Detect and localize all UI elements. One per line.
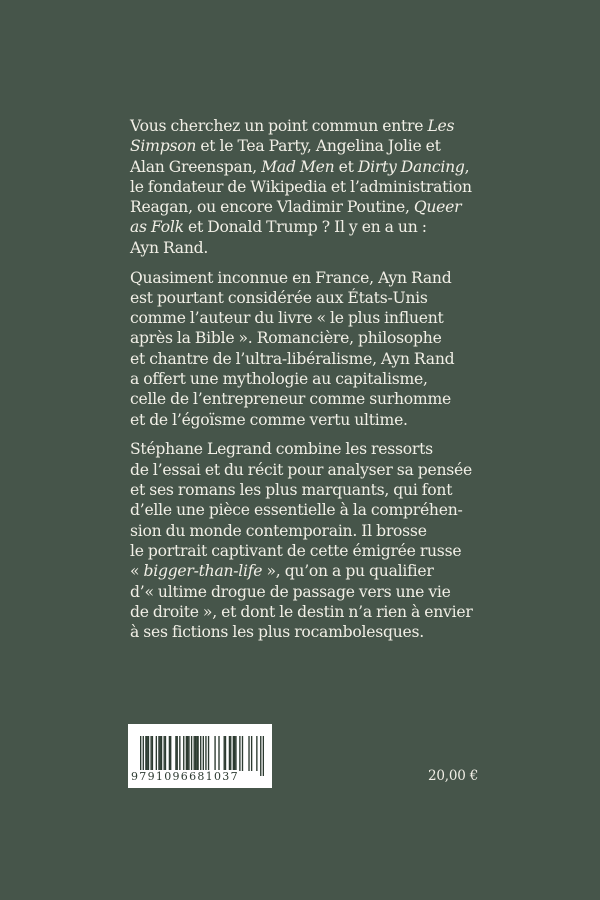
blurb-line (130, 541, 490, 561)
text-run: Stéphane Legrand combine les ressorts (130, 440, 433, 459)
blurb-line (130, 288, 490, 308)
isbn-number (131, 771, 267, 783)
blurb-line (130, 582, 490, 602)
text-run: d’elle une pièce essentielle à la compréhen- (130, 501, 463, 520)
text-run: est pourtant considérée aux États-Unis (130, 288, 428, 307)
italic-title: as Folk (130, 218, 184, 237)
blurb-line (130, 602, 490, 622)
text-run: et ses romans les plus marquants, qui font (130, 481, 453, 500)
text-run: Alan Greenspan, (130, 157, 262, 176)
blurb-line (130, 308, 490, 328)
italic-title: Mad Men (261, 157, 335, 176)
isbn-barcode (128, 724, 272, 788)
blurb-line (130, 369, 490, 389)
blurb-line (130, 500, 490, 520)
blurb-line (130, 116, 490, 136)
text-run: après la Bible ». Romancière, philosophe (130, 329, 442, 348)
text-run: et de l’égoïsme comme vertu ultime. (130, 410, 408, 429)
text-run: le fondateur de Wikipedia et l’administration (130, 177, 472, 196)
text-run: », qu’on a pu qualifier (262, 562, 434, 581)
text-run: de droite », et dont le destin n’a rien à envier (130, 602, 473, 621)
text-run: de l’essai et du récit pour analyser sa pensée (130, 460, 473, 479)
text-run: Ayn Rand. (130, 238, 209, 257)
price-label: 20,00 € (428, 768, 479, 784)
blurb-line (130, 410, 490, 430)
blurb-line (130, 197, 490, 217)
blurb-line (130, 268, 490, 288)
blurb-line (130, 238, 490, 258)
blurb-line (130, 622, 490, 642)
text-run: et chantre de l’ultra-libéralisme, Ayn Rand (130, 349, 455, 368)
blurb-line (130, 460, 490, 480)
text-run: et (334, 157, 358, 176)
italic-title: Les (427, 117, 455, 135)
blurb-line (130, 389, 490, 409)
blurb-paragraph (130, 439, 490, 642)
text-run: a offert une mythologie au capitalisme, (130, 370, 428, 389)
text-run: « (130, 562, 144, 581)
text-run: sion du monde contemporain. Il brosse (130, 521, 427, 540)
text-run: d’« ultime drogue de passage vers une vie (130, 582, 451, 601)
blurb-line (130, 561, 490, 581)
isbn-digits: 9791096681037 (131, 770, 239, 783)
blurb-line (130, 136, 490, 156)
text-run: Quasiment inconnue en France, Ayn Rand (130, 268, 452, 287)
blurb-paragraph (130, 268, 490, 430)
italic-title: Simpson (130, 137, 197, 156)
text-run: celle de l’entrepreneur comme surhomme (130, 390, 451, 409)
text-run: Reagan, ou encore Vladimir Poutine, (130, 198, 414, 217)
text-run: et le Tea Party, Angelina Jolie et (196, 137, 441, 156)
text-run: , (464, 157, 470, 176)
text-run: Vous cherchez un point commun entre (130, 117, 428, 135)
blurb-line (130, 480, 490, 500)
blurb-line (130, 157, 490, 177)
blurb-paragraph (130, 116, 490, 258)
blurb-line (130, 349, 490, 369)
blurb-text (130, 116, 490, 652)
blurb-line (130, 328, 490, 348)
blurb-line (130, 521, 490, 541)
italic-title: Dirty Dancing (357, 157, 465, 176)
italic-title: Queer (413, 198, 462, 217)
blurb-line (130, 439, 490, 459)
text-run: à ses fictions les plus rocambolesques. (130, 623, 424, 642)
italic-title: bigger-than-life (143, 562, 263, 581)
text-run: comme l’auteur du livre « le plus influent (130, 309, 444, 328)
blurb-line (130, 177, 490, 197)
blurb-line (130, 217, 490, 237)
text-run: et Donald Trump ? Il y en a un : (183, 218, 427, 237)
text-run: le portrait captivant de cette émigrée russe (130, 541, 462, 560)
